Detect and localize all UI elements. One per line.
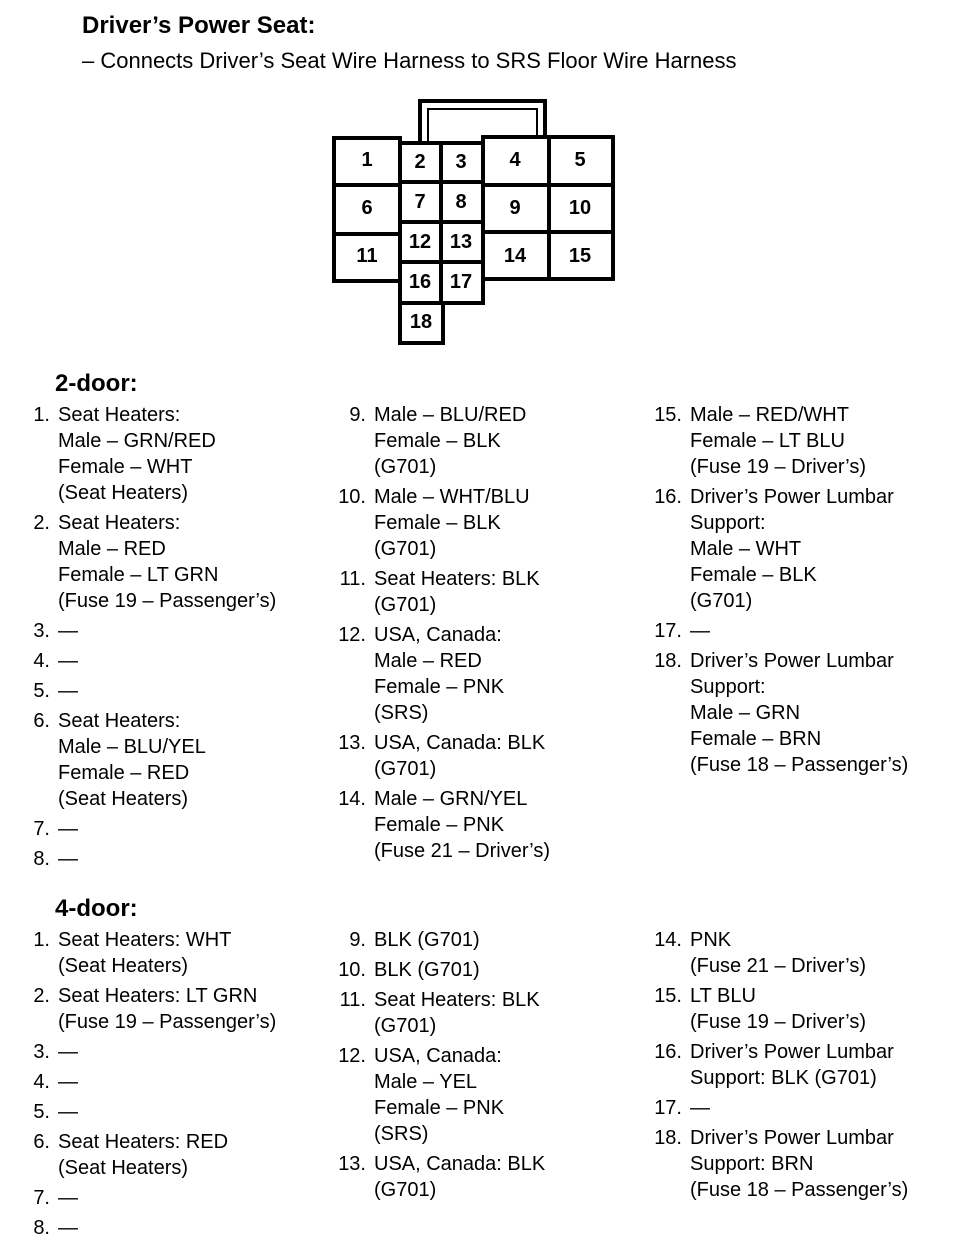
pin-description bbox=[374, 786, 550, 864]
pin-number: 6. bbox=[33, 1131, 50, 1153]
pin-description-line: — bbox=[58, 1187, 78, 1209]
pin-description-line: USA, Canada: BLK bbox=[374, 1153, 546, 1175]
pin-number: 5. bbox=[33, 680, 50, 702]
pin-description-line: (Fuse 19 – Passenger’s) bbox=[58, 1011, 277, 1033]
pin-number: 3. bbox=[33, 1041, 50, 1063]
pin-description bbox=[690, 402, 866, 480]
pin-number: 7. bbox=[33, 1187, 50, 1209]
pin-entry bbox=[20, 618, 276, 644]
pin-description-line: — bbox=[58, 1217, 78, 1239]
pin-description-line: (G701) bbox=[374, 1179, 437, 1201]
pin-number: 18. bbox=[654, 1127, 682, 1149]
pin-entry bbox=[332, 987, 545, 1039]
pin-description-line: Female – BLK bbox=[374, 512, 501, 534]
pin-number: 16. bbox=[654, 486, 682, 508]
pin-entry bbox=[20, 708, 276, 812]
page-title: Driver’s Power Seat: bbox=[82, 12, 316, 39]
pin-description-line: Male – GRN/RED bbox=[58, 430, 216, 452]
pin-description bbox=[374, 622, 504, 726]
pin-description bbox=[58, 846, 78, 872]
pin-description bbox=[58, 1069, 78, 1095]
pin-description bbox=[690, 1125, 908, 1203]
pin-number: 14. bbox=[654, 929, 682, 951]
section-heading-2-door: 2-door: bbox=[55, 370, 138, 397]
pin-description-line: (G701) bbox=[374, 758, 437, 780]
pin-entry bbox=[332, 786, 550, 864]
connector-diagram bbox=[0, 0, 960, 360]
pin-description-line: (Fuse 19 – Passenger’s) bbox=[58, 590, 277, 612]
pin-description-line: Seat Heaters: BLK bbox=[374, 568, 540, 590]
pin-description bbox=[690, 1039, 894, 1091]
pin-description-line: Seat Heaters: bbox=[58, 512, 181, 534]
pin-entry bbox=[20, 983, 276, 1035]
pin-description-line: (G701) bbox=[374, 1015, 437, 1037]
pin-description bbox=[58, 618, 78, 644]
pin-description-line: Seat Heaters: LT GRN bbox=[58, 985, 258, 1007]
pin-entry bbox=[332, 730, 550, 782]
pin-description bbox=[690, 484, 894, 614]
section-heading-4-door: 4-door: bbox=[55, 895, 138, 922]
pin-description bbox=[690, 618, 710, 644]
connector-body bbox=[334, 137, 613, 343]
pin-description-line: (Seat Heaters) bbox=[58, 1157, 189, 1179]
pin-list-2door-col2 bbox=[332, 402, 550, 868]
pin-number: 17. bbox=[654, 1097, 682, 1119]
pin-description-line: Female – BRN bbox=[690, 728, 822, 750]
pin-description-line: BLK (G701) bbox=[374, 929, 480, 951]
pin-entry bbox=[20, 927, 276, 979]
pin-description-line: Support: BRN bbox=[690, 1153, 814, 1175]
pin-entry bbox=[20, 1069, 276, 1095]
pin-label: 4 bbox=[509, 149, 521, 171]
pin-description-line: Female – LT GRN bbox=[58, 564, 219, 586]
pin-entry bbox=[332, 927, 545, 953]
pin-description bbox=[374, 927, 480, 953]
pin-number: 1. bbox=[33, 929, 50, 951]
pin-description bbox=[58, 1215, 78, 1241]
pin-entry bbox=[648, 402, 908, 480]
pin-description-line: Male – RED bbox=[374, 650, 482, 672]
pin-number: 12. bbox=[338, 624, 366, 646]
pin-label: 10 bbox=[568, 197, 592, 219]
pin-number: 16. bbox=[654, 1041, 682, 1063]
pin-list-2door-col3 bbox=[648, 402, 908, 782]
pin-list-4door-col1 bbox=[20, 927, 276, 1245]
pin-entry bbox=[20, 1215, 276, 1241]
pin-entry bbox=[648, 927, 908, 979]
pin-description-line: (Fuse 19 – Driver’s) bbox=[690, 456, 866, 478]
pin-description bbox=[58, 1039, 78, 1065]
pin-number: 7. bbox=[33, 818, 50, 840]
pin-description bbox=[58, 402, 216, 506]
pin-description-line: (Fuse 19 – Driver’s) bbox=[690, 1011, 866, 1033]
pin-description-line: Support: BLK (G701) bbox=[690, 1067, 877, 1089]
pin-label: 12 bbox=[408, 231, 432, 253]
pin-label: 3 bbox=[455, 151, 467, 173]
pin-label: 2 bbox=[414, 151, 426, 173]
pin-description bbox=[690, 648, 908, 778]
pin-label: 15 bbox=[568, 245, 592, 267]
pin-description bbox=[58, 510, 276, 614]
pin-description-line: USA, Canada: BLK bbox=[374, 732, 546, 754]
pin-description bbox=[58, 1185, 78, 1211]
pin-entry bbox=[20, 846, 276, 872]
pin-number: 11. bbox=[339, 568, 366, 590]
pin-description-line: — bbox=[690, 620, 710, 642]
pin-description-line: (Fuse 21 – Driver’s) bbox=[690, 955, 866, 977]
pin-number: 13. bbox=[338, 1153, 366, 1175]
pin-label: 8 bbox=[455, 191, 467, 213]
pin-description-line: Female – BLK bbox=[690, 564, 817, 586]
pin-description bbox=[690, 1095, 710, 1121]
pin-number: 12. bbox=[338, 1045, 366, 1067]
pin-label: 17 bbox=[449, 271, 473, 293]
pin-description-line: Male – RED/WHT bbox=[690, 404, 849, 426]
pin-description-line: Male – BLU/RED bbox=[374, 404, 527, 426]
pin-number: 9. bbox=[349, 404, 366, 426]
pin-label: 18 bbox=[409, 311, 433, 333]
pin-description bbox=[374, 566, 540, 618]
pin-number: 15. bbox=[654, 985, 682, 1007]
pin-label: 6 bbox=[361, 197, 373, 219]
pin-label: 5 bbox=[574, 149, 586, 171]
pin-number: 17. bbox=[654, 620, 682, 642]
pin-list-2door-col1 bbox=[20, 402, 276, 876]
pin-number: 6. bbox=[33, 710, 50, 732]
pin-description-line: — bbox=[58, 1101, 78, 1123]
pin-entry bbox=[332, 622, 550, 726]
pin-description bbox=[58, 816, 78, 842]
pin-description-line: Male – BLU/YEL bbox=[58, 736, 206, 758]
pin-description-line: Male – WHT/BLU bbox=[374, 486, 530, 508]
pin-label: 14 bbox=[503, 245, 527, 267]
pin-description-line: Female – WHT bbox=[58, 456, 193, 478]
pin-description-line: (G701) bbox=[374, 456, 437, 478]
pin-description-line: (SRS) bbox=[374, 1123, 429, 1145]
pin-number: 4. bbox=[33, 1071, 50, 1093]
pin-description-line: Female – BLK bbox=[374, 430, 501, 452]
pin-description bbox=[374, 957, 480, 983]
pin-number: 9. bbox=[349, 929, 366, 951]
pin-list-4door-col2 bbox=[332, 927, 545, 1207]
pin-entry bbox=[20, 510, 276, 614]
pin-description-line: — bbox=[58, 1041, 78, 1063]
pin-number: 2. bbox=[33, 985, 50, 1007]
pin-description-line: (SRS) bbox=[374, 702, 429, 724]
pin-description-line: Female – RED bbox=[58, 762, 190, 784]
pin-number: 14. bbox=[338, 788, 366, 810]
pin-description-line: Male – RED bbox=[58, 538, 166, 560]
pin-entry bbox=[20, 816, 276, 842]
pin-entry bbox=[648, 618, 908, 644]
pin-description-line: Seat Heaters: BLK bbox=[374, 989, 540, 1011]
pin-number: 11. bbox=[339, 989, 366, 1011]
pin-label: 7 bbox=[414, 191, 426, 213]
pin-description-line: (Seat Heaters) bbox=[58, 955, 189, 977]
pin-number: 1. bbox=[33, 404, 50, 426]
pin-entry bbox=[332, 957, 545, 983]
pin-entry bbox=[20, 1099, 276, 1125]
pin-description bbox=[58, 927, 231, 979]
pin-label: 16 bbox=[408, 271, 432, 293]
pin-description-line: (Seat Heaters) bbox=[58, 482, 189, 504]
pin-description bbox=[374, 730, 545, 782]
pin-description-line: Male – GRN/YEL bbox=[374, 788, 528, 810]
pin-description-line: — bbox=[58, 650, 78, 672]
pin-description-line: USA, Canada: bbox=[374, 624, 502, 646]
pin-description bbox=[374, 1043, 504, 1147]
pin-number: 13. bbox=[338, 732, 366, 754]
pin-entry bbox=[332, 566, 550, 618]
pin-description-line: LT BLU bbox=[690, 985, 756, 1007]
connector-pin-labels bbox=[356, 149, 591, 333]
pin-label: 11 bbox=[356, 245, 378, 267]
pin-description bbox=[58, 983, 276, 1035]
pin-description-line: USA, Canada: bbox=[374, 1045, 502, 1067]
pin-description-line: — bbox=[58, 848, 78, 870]
pin-list-4door-col3 bbox=[648, 927, 908, 1207]
pin-description bbox=[374, 987, 540, 1039]
pin-description-line: (Fuse 18 – Passenger’s) bbox=[690, 1179, 909, 1201]
pin-entry bbox=[648, 1125, 908, 1203]
connector-outline bbox=[334, 101, 613, 343]
pin-description-line: Male – WHT bbox=[690, 538, 802, 560]
pin-description bbox=[58, 648, 78, 674]
pin-description-line: Driver’s Power Lumbar bbox=[690, 486, 894, 508]
pin-description-line: — bbox=[58, 818, 78, 840]
pin-description-line: Seat Heaters: bbox=[58, 404, 181, 426]
pin-description-line: — bbox=[690, 1097, 710, 1119]
pin-description-line: Seat Heaters: RED bbox=[58, 1131, 229, 1153]
pin-description bbox=[374, 402, 526, 480]
pin-description-line: Driver’s Power Lumbar bbox=[690, 1127, 894, 1149]
pin-description-line: Female – PNK bbox=[374, 814, 505, 836]
pin-label: 1 bbox=[361, 149, 373, 171]
pin-description bbox=[374, 1151, 545, 1203]
pin-description-line: — bbox=[58, 680, 78, 702]
pin-description bbox=[58, 708, 206, 812]
pin-description-line: — bbox=[58, 620, 78, 642]
pin-description-line: BLK (G701) bbox=[374, 959, 480, 981]
pin-number: 2. bbox=[33, 512, 50, 534]
pin-description-line: (G701) bbox=[690, 590, 753, 612]
pin-description bbox=[58, 678, 78, 704]
pin-description-line: Seat Heaters: bbox=[58, 710, 181, 732]
pin-number: 8. bbox=[33, 848, 50, 870]
pin-description-line: Male – YEL bbox=[374, 1071, 478, 1093]
pin-description-line: Female – LT BLU bbox=[690, 430, 845, 452]
pin-number: 4. bbox=[33, 650, 50, 672]
pin-description-line: Driver’s Power Lumbar bbox=[690, 1041, 894, 1063]
pin-number: 3. bbox=[33, 620, 50, 642]
pin-entry bbox=[332, 484, 550, 562]
pin-entry bbox=[648, 484, 908, 614]
pin-description bbox=[58, 1099, 78, 1125]
pin-number: 18. bbox=[654, 650, 682, 672]
pin-entry bbox=[20, 1185, 276, 1211]
pin-label: 13 bbox=[449, 231, 473, 253]
pin-entry bbox=[648, 983, 908, 1035]
pin-description-line: Support: bbox=[690, 676, 766, 698]
pin-number: 15. bbox=[654, 404, 682, 426]
pin-entry bbox=[20, 648, 276, 674]
pin-description-line: (Fuse 21 – Driver’s) bbox=[374, 840, 550, 862]
pin-description-line: (Seat Heaters) bbox=[58, 788, 189, 810]
pin-description-line: Female – PNK bbox=[374, 676, 505, 698]
page-subtitle: – Connects Driver’s Seat Wire Harness to SRS Floor Wire Harness bbox=[82, 48, 737, 73]
pin-number: 5. bbox=[33, 1101, 50, 1123]
pin-description-line: — bbox=[58, 1071, 78, 1093]
pin-description-line: (Fuse 18 – Passenger’s) bbox=[690, 754, 909, 776]
pin-number: 10. bbox=[338, 959, 366, 981]
pin-description-line: Male – GRN bbox=[690, 702, 801, 724]
pin-entry bbox=[332, 1043, 545, 1147]
pin-description bbox=[58, 1129, 228, 1181]
pin-description bbox=[690, 927, 866, 979]
pin-entry bbox=[648, 1039, 908, 1091]
pin-label: 9 bbox=[509, 197, 521, 219]
pin-entry bbox=[20, 402, 276, 506]
pin-description-line: Female – PNK bbox=[374, 1097, 505, 1119]
pin-number: 8. bbox=[33, 1217, 50, 1239]
pin-description-line: Driver’s Power Lumbar bbox=[690, 650, 894, 672]
pin-entry bbox=[648, 1095, 908, 1121]
pin-entry bbox=[20, 678, 276, 704]
pin-description bbox=[690, 983, 866, 1035]
pin-description-line: Support: bbox=[690, 512, 766, 534]
pin-entry bbox=[332, 402, 550, 480]
pin-description-line: (G701) bbox=[374, 538, 437, 560]
pin-entry bbox=[20, 1039, 276, 1065]
pin-description bbox=[374, 484, 530, 562]
pin-description-line: PNK bbox=[690, 929, 732, 951]
pin-description-line: Seat Heaters: WHT bbox=[58, 929, 232, 951]
pin-entry bbox=[332, 1151, 545, 1203]
pin-entry bbox=[648, 648, 908, 778]
pin-entry bbox=[20, 1129, 276, 1181]
pin-description-line: (G701) bbox=[374, 594, 437, 616]
pin-number: 10. bbox=[338, 486, 366, 508]
